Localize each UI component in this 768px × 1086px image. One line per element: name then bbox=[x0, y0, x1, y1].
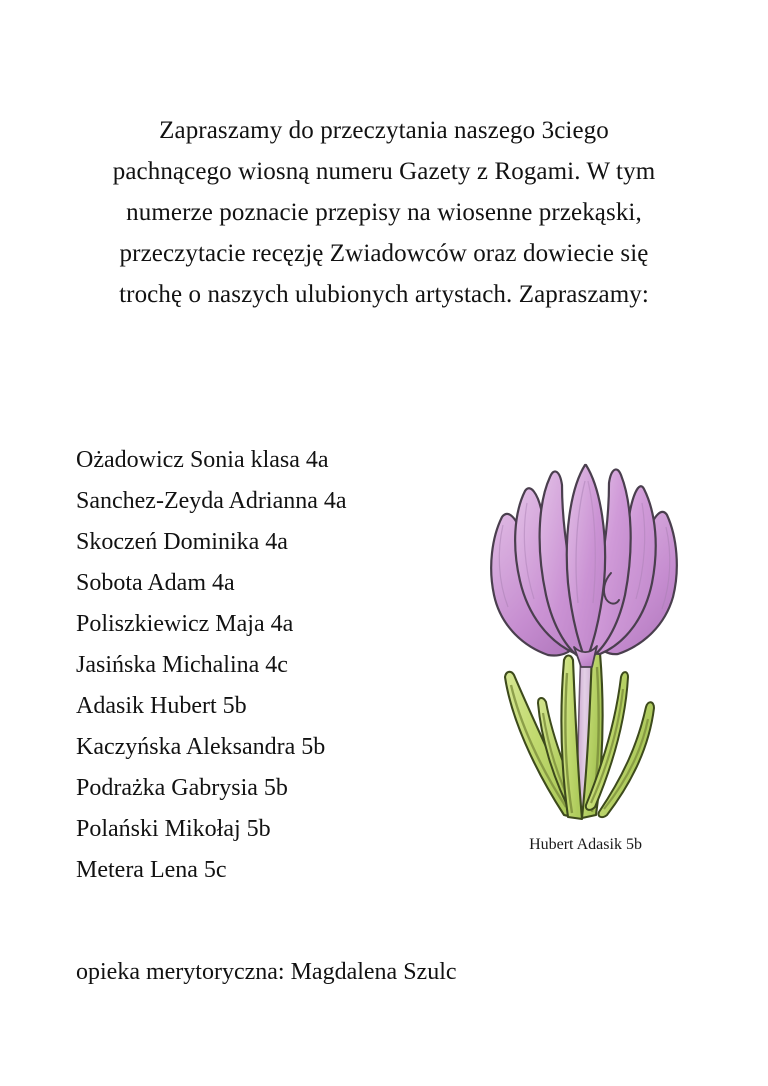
intro-line: pachnącego wiosną numeru Gazety z Rogami. W tym bbox=[112, 158, 656, 185]
crocus-flower-illustration bbox=[478, 455, 693, 830]
list-item: Kaczyńska Aleksandra 5b bbox=[76, 734, 326, 760]
list-item: Sobota Adam 4a bbox=[76, 570, 235, 596]
intro-line: Zapraszamy do przeczytania naszego 3ciego bbox=[159, 117, 609, 144]
list-item: Metera Lena 5c bbox=[76, 857, 227, 883]
list-item: Podrażka Gabrysia 5b bbox=[76, 775, 288, 801]
illustration-caption: Hubert Adasik 5b bbox=[529, 836, 642, 853]
list-item: Polański Mikołaj 5b bbox=[76, 816, 271, 842]
intro-paragraph bbox=[64, 110, 704, 315]
contributor-list bbox=[76, 440, 476, 891]
crocus-petals-group bbox=[491, 465, 677, 667]
list-item: Ożadowicz Sonia klasa 4a bbox=[76, 447, 329, 473]
supervisor-credit: opieka merytoryczna: Magdalena Szulc bbox=[76, 959, 457, 985]
list-item: Poliszkiewicz Maja 4a bbox=[76, 611, 294, 637]
list-item: Jasińska Michalina 4c bbox=[76, 652, 288, 678]
list-item: Sanchez-Zeyda Adrianna 4a bbox=[76, 488, 347, 514]
list-item: Skoczeń Dominika 4a bbox=[76, 529, 288, 555]
intro-line: numerze poznacie przepisy na wiosenne przekąski, bbox=[126, 199, 642, 226]
intro-line: trochę o naszych ulubionych artystach. Zapraszamy: bbox=[119, 281, 649, 308]
list-item: Adasik Hubert 5b bbox=[76, 693, 247, 719]
intro-line: przeczytacie recęzję Zwiadowców oraz dowiecie się bbox=[119, 240, 649, 267]
